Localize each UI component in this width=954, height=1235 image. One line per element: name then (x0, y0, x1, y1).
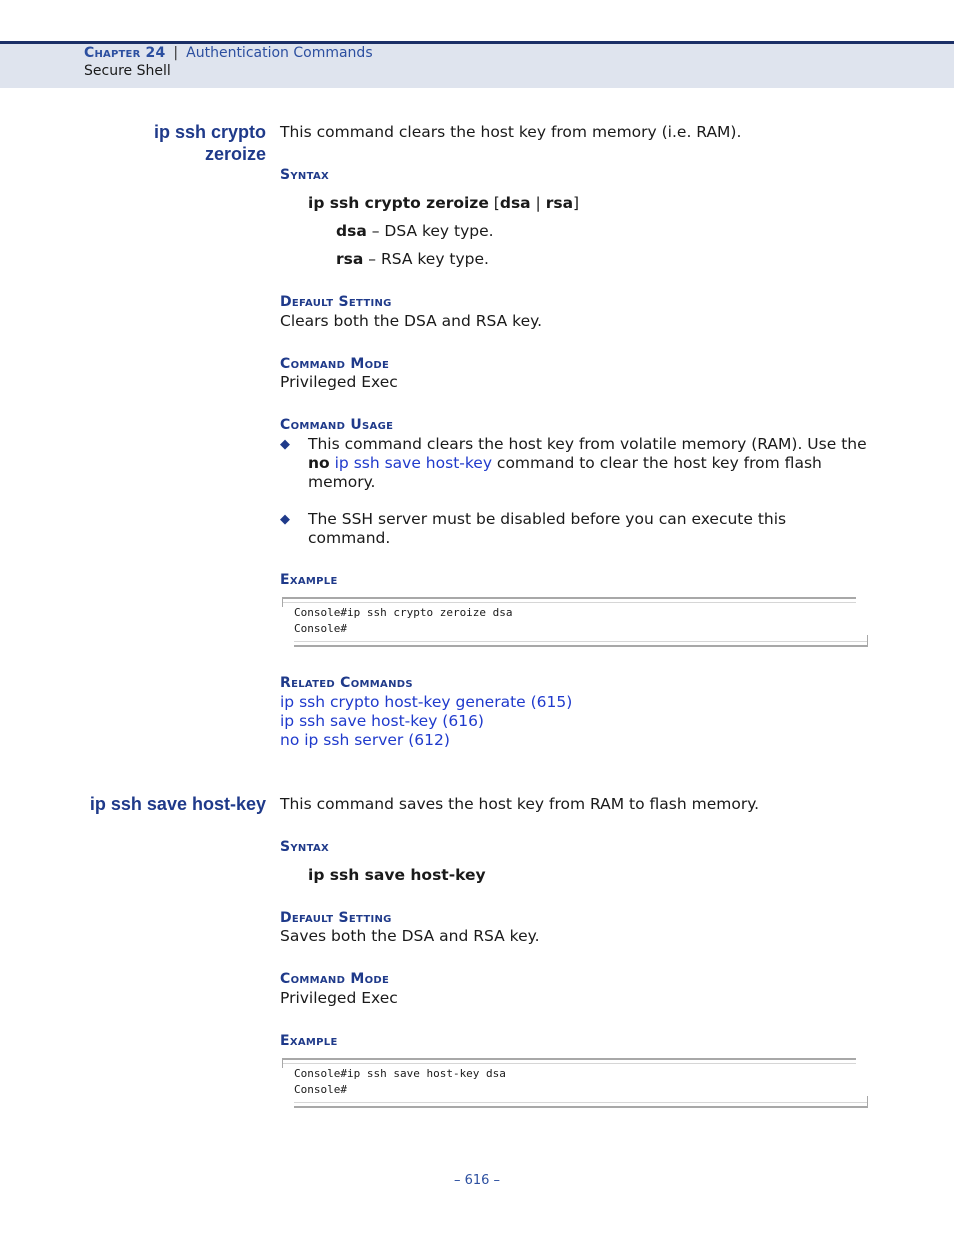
example-heading: Example (280, 1033, 338, 1049)
usage-text: command to clear the host key from flash memory. (308, 454, 822, 491)
parameter-name: rsa (336, 250, 364, 268)
syntax-pipe: | (530, 194, 546, 212)
example-code-box (282, 597, 868, 647)
related-link[interactable]: ip ssh save host-key (616) (280, 712, 484, 730)
syntax-heading: Syntax (280, 167, 329, 183)
syntax-bracket: ] (573, 194, 580, 212)
chapter-number: Chapter 24 (84, 45, 166, 61)
command-title-line: zeroize (204, 144, 266, 164)
bullet-diamond-icon: ◆ (280, 437, 290, 452)
related-link[interactable]: ip ssh crypto host-key generate (615) (280, 693, 573, 711)
link-ip-ssh-save-host-key[interactable]: ip ssh save host-key (334, 454, 492, 472)
parameter-dsa (336, 222, 494, 240)
bullet-diamond-icon: ◆ (280, 512, 290, 527)
section-title: Secure Shell (84, 63, 171, 79)
default-setting-text: Saves both the DSA and RSA key. (280, 927, 540, 945)
syntax-line: ip ssh save host-key (308, 866, 486, 884)
command-mode-heading: Command Mode (280, 971, 390, 987)
parameter-name: dsa (336, 222, 367, 240)
default-setting-heading: Default Setting (280, 294, 392, 310)
example-heading: Example (280, 572, 338, 588)
related-commands-heading: Related Commands (280, 675, 413, 691)
page-number: – 616 – (453, 1173, 501, 1188)
syntax-option: rsa (545, 194, 574, 212)
usage-bullet-text (308, 435, 870, 492)
command-mode-heading: Command Mode (280, 356, 390, 372)
example-code: Console#ip ssh crypto zeroize dsa Console# (294, 606, 513, 635)
example-code-box (282, 1058, 868, 1108)
syntax-command: ip ssh crypto zeroize (308, 194, 489, 212)
command-description: This command saves the host key from RAM to flash memory. (280, 795, 760, 813)
syntax-option: dsa (499, 194, 531, 212)
usage-bullet-text: The SSH server must be disabled before you can execute this command. (308, 510, 787, 547)
syntax-line (308, 194, 579, 212)
usage-bold: no (308, 454, 330, 472)
command-title-crypto-zeroize (154, 121, 266, 165)
parameter-rsa (336, 250, 489, 268)
running-header (84, 45, 373, 61)
default-setting-heading: Default Setting (280, 910, 392, 926)
parameter-desc: – RSA key type. (363, 250, 489, 268)
header-separator: | (173, 45, 179, 61)
default-setting-text: Clears both the DSA and RSA key. (280, 312, 543, 330)
command-usage-heading: Command Usage (280, 417, 394, 433)
example-code: Console#ip ssh save host-key dsa Console# (294, 1067, 506, 1096)
parameter-desc: – DSA key type. (366, 222, 494, 240)
command-mode-text: Privileged Exec (280, 373, 398, 391)
command-title-save-host-key: ip ssh save host-key (89, 794, 266, 814)
syntax-heading: Syntax (280, 839, 329, 855)
usage-text: This command clears the host key from volatile memory (RAM). Use the (308, 435, 867, 453)
related-link[interactable]: no ip ssh server (612) (280, 731, 450, 749)
command-mode-text: Privileged Exec (280, 989, 398, 1007)
command-title-line: ip ssh crypto (153, 122, 266, 142)
chapter-title: Authentication Commands (186, 45, 373, 61)
syntax-bracket: [ (488, 194, 500, 212)
command-description: This command clears the host key from memory (i.e. RAM). (280, 123, 742, 141)
